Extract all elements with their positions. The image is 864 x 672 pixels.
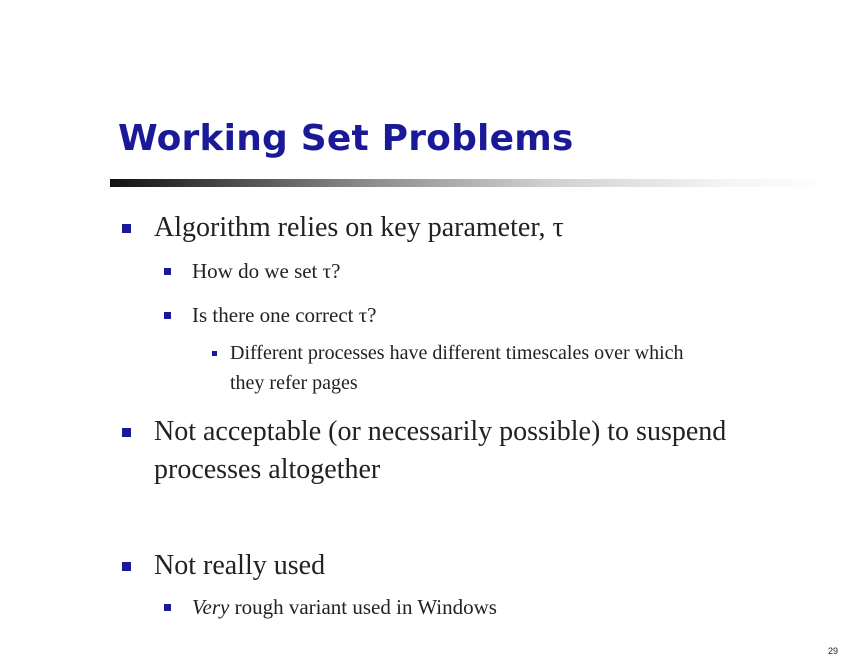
bullet-text: How do we set τ?	[192, 259, 341, 283]
square-bullet-icon	[164, 312, 171, 319]
title-divider	[110, 179, 834, 187]
bullet-text: Is there one correct τ?	[192, 303, 377, 327]
bullet-text	[192, 594, 497, 620]
bullet-text: Algorithm relies on key parameter, τ	[154, 212, 564, 243]
bullet-text-line-2: they refer pages	[230, 372, 358, 394]
square-bullet-icon	[164, 604, 171, 611]
square-bullet-icon	[164, 268, 171, 275]
page-number: 29	[827, 646, 838, 656]
square-bullet-icon	[122, 224, 131, 233]
bullet-text-line-2: processes altogether	[154, 454, 381, 485]
bullet-text-line-1: Different processes have different timescales over which	[230, 342, 684, 364]
square-bullet-icon	[212, 351, 217, 356]
square-bullet-icon	[122, 562, 131, 571]
bullet-text: Not really used	[154, 550, 326, 581]
bullet-text-rest: rough variant used in Windows	[229, 595, 497, 619]
square-bullet-icon	[122, 428, 131, 437]
emphasis-text: Very	[192, 595, 230, 619]
slide-title: Working Set Problems	[118, 118, 574, 159]
bullet-text-line-1: Not acceptable (or necessarily possible) to suspend	[154, 416, 727, 447]
